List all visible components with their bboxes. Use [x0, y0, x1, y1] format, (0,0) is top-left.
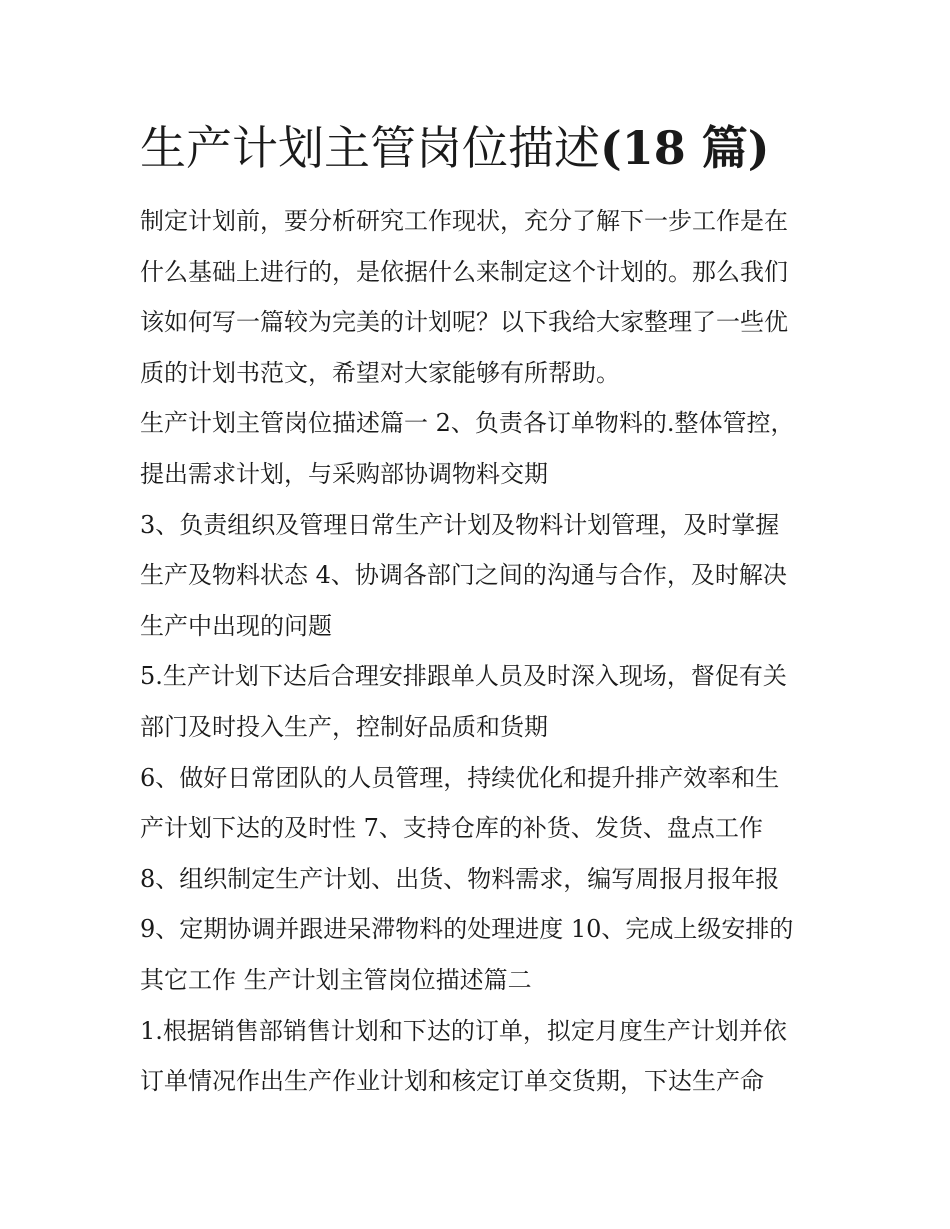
document-page	[140, 118, 820, 1107]
body-line-7: 3、负责组织及管理日常生产计划及物料计划管理，及时掌握	[140, 510, 780, 539]
body-line-17: 1.根据销售部销售计划和下达的订单，拟定月度生产计划并依	[140, 1016, 787, 1045]
document-title	[140, 118, 820, 178]
body-line-12: 6、做好日常团队的人员管理，持续优化和提升排产效率和生	[140, 763, 780, 792]
body-line-16: 其它工作 生产计划主管岗位描述篇二	[140, 965, 532, 994]
body-line-9: 生产中出现的问题	[140, 611, 332, 640]
document-body	[140, 196, 820, 1107]
body-line-4: 质的计划书范文，希望对大家能够有所帮助。	[140, 358, 620, 387]
body-line-3: 该如何写一篇较为完美的计划呢？以下我给大家整理了一些优	[140, 308, 788, 337]
body-line-11: 部门及时投入生产，控制好品质和货期	[140, 712, 548, 741]
body-line-13: 产计划下达的及时性 7、支持仓库的补货、发货、盘点工作	[140, 814, 763, 843]
body-line-2: 什么基础上进行的，是依据什么来制定这个计划的。那么我们	[140, 257, 788, 286]
body-line-18: 订单情况作出生产作业计划和核定订单交货期，下达生产命	[140, 1067, 764, 1096]
body-line-8: 生产及物料状态 4、协调各部门之间的沟通与合作，及时解决	[140, 561, 787, 590]
title-main: 生产计划主管岗位描述	[140, 121, 600, 175]
title-suffix: (18 篇)	[600, 121, 770, 175]
body-line-6: 提出需求计划，与采购部协调物料交期	[140, 459, 548, 488]
body-line-14: 8、组织制定生产计划、出货、物料需求，编写周报月报年报	[140, 864, 780, 893]
body-line-15: 9、定期协调并跟进呆滞物料的处理进度 10、完成上级安排的	[140, 915, 794, 944]
body-line-10: 5.生产计划下达后合理安排跟单人员及时深入现场，督促有关	[140, 662, 787, 691]
body-line-1: 制定计划前，要分析研究工作现状，充分了解下一步工作是在	[140, 207, 788, 235]
body-line-5: 生产计划主管岗位描述篇一 2、负责各订单物料的.整体管控，	[140, 409, 795, 438]
